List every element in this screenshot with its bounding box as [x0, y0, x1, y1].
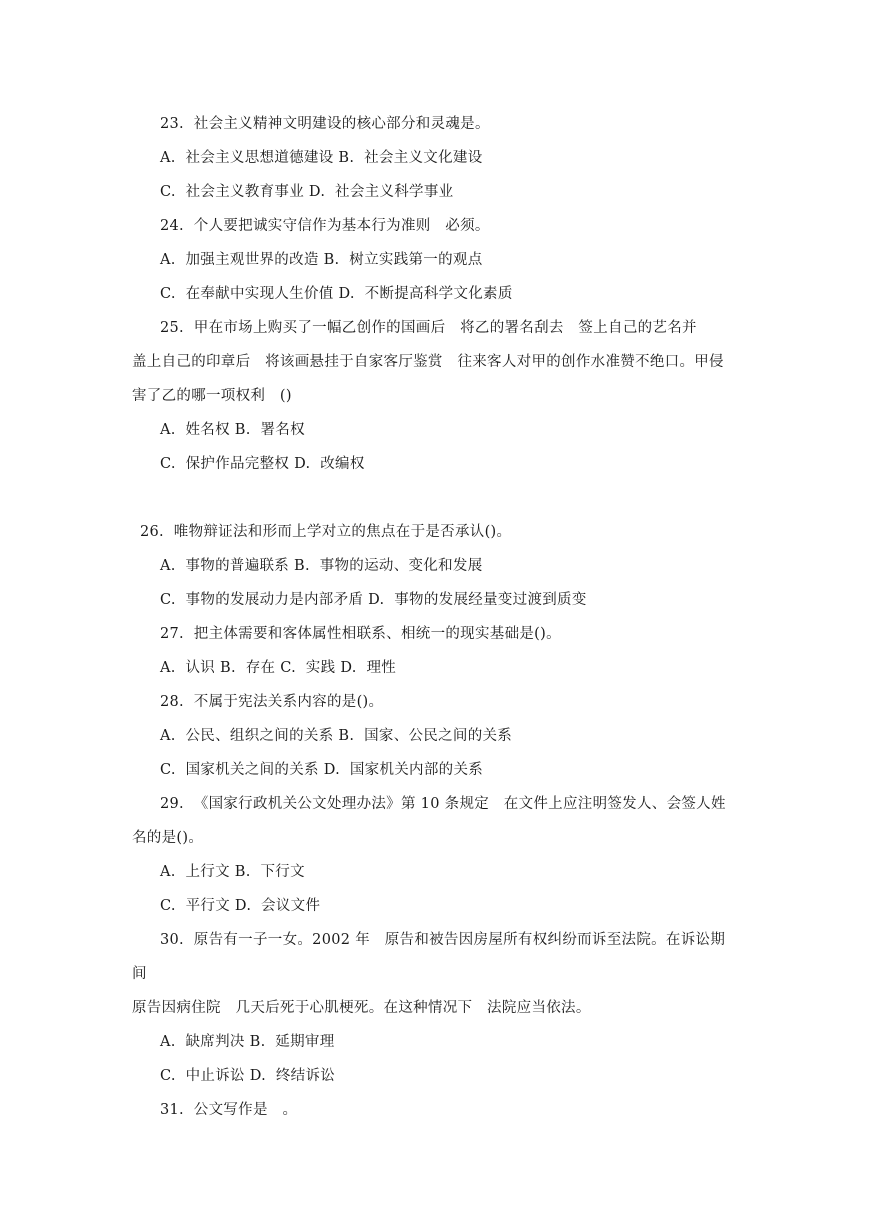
- question-27-options: A. 认识 B. 存在 C. 实践 D. 理性: [160, 660, 397, 676]
- question-26-options-ab: A. 事物的普遍联系 B. 事物的运动、变化和发展: [160, 558, 483, 574]
- question-25-stem-line-3: 害了乙的哪一项权利 (): [132, 388, 292, 404]
- question-29-options-ab: A. 上行文 B. 下行文: [160, 864, 305, 880]
- question-28-options-ab: A. 公民、组织之间的关系 B. 国家、公民之间的关系: [160, 728, 513, 744]
- question-24-options-cd: C. 在奉献中实现人生价值 D. 不断提高科学文化素质: [160, 286, 513, 302]
- question-30-stem-line-2: 间: [132, 966, 147, 982]
- question-24-stem: 24. 个人要把诚实守信作为基本行为准则 必须。: [160, 218, 490, 234]
- question-26-stem: 26. 唯物辩证法和形而上学对立的焦点在于是否承认()。: [140, 524, 512, 540]
- question-25-stem-line-2: 盖上自己的印章后 将该画悬挂于自家客厅鉴赏 往来客人对甲的创作水准赞不绝口。甲侵: [132, 354, 724, 370]
- question-25-options-cd: C. 保护作品完整权 D. 改编权: [160, 456, 365, 472]
- question-26-options-cd: C. 事物的发展动力是内部矛盾 D. 事物的发展经量变过渡到质变: [160, 592, 587, 608]
- question-29-stem-line-2: 名的是()。: [132, 830, 204, 846]
- question-23-options-ab: A. 社会主义思想道德建设 B. 社会主义文化建设: [160, 150, 483, 166]
- question-30-options-ab: A. 缺席判决 B. 延期审理: [160, 1034, 335, 1050]
- question-23-options-cd: C. 社会主义教育事业 D. 社会主义科学事业: [160, 184, 454, 200]
- question-29-options-cd: C. 平行文 D. 会议文件: [160, 898, 321, 914]
- question-27-stem: 27. 把主体需要和客体属性相联系、相统一的现实基础是()。: [160, 626, 561, 642]
- question-30-options-cd: C. 中止诉讼 D. 终结诉讼: [160, 1068, 336, 1084]
- question-25-stem-line-1: 25. 甲在市场上购买了一幅乙创作的国画后 将乙的署名刮去 签上自己的艺名并: [160, 320, 697, 336]
- question-25-options-ab: A. 姓名权 B. 署名权: [160, 422, 305, 438]
- question-24-options-ab: A. 加强主观世界的改造 B. 树立实践第一的观点: [160, 252, 483, 268]
- question-30-stem-line-1: 30. 原告有一子一女。2002 年 原告和被告因房屋所有权纠纷而诉至法院。在诉讼期: [160, 932, 726, 948]
- question-28-options-cd: C. 国家机关之间的关系 D. 国家机关内部的关系: [160, 762, 484, 778]
- question-31-stem: 31. 公文写作是 。: [160, 1102, 298, 1118]
- question-30-stem-line-3: 原告因病住院 几天后死于心肌梗死。在这种情况下 法院应当依法。: [132, 1000, 591, 1016]
- question-28-stem: 28. 不属于宪法关系内容的是()。: [160, 694, 384, 710]
- question-23-stem: 23. 社会主义精神文明建设的核心部分和灵魂是。: [160, 116, 490, 132]
- question-29-stem-line-1: 29. 《国家行政机关公文处理办法》第 10 条规定 在文件上应注明签发人、会签人姓: [160, 796, 726, 812]
